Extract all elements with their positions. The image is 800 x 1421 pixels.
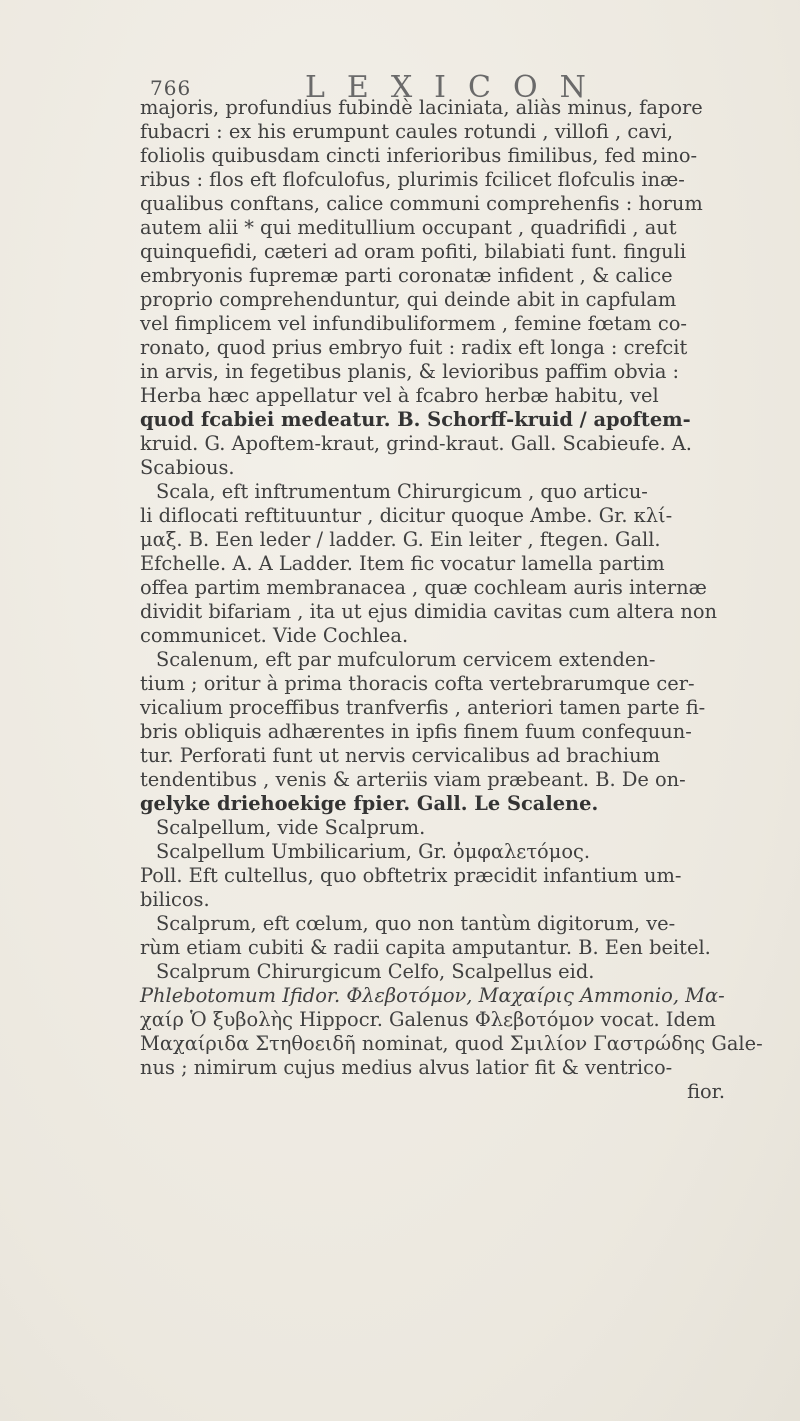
- text-line: quod fcabiei medeatur. B. Schorff-kruid / apoftem-: [140, 408, 691, 431]
- text-line: quinquefidi, cæteri ad oram pofiti, bilabiati funt. finguli: [140, 240, 687, 263]
- text-line: majoris, profundius fubindè laciniata, aliàs minus, fapore: [140, 96, 703, 119]
- text-line: μαξ. B. Een leder / ladder. G. Ein leiter , ftegen. Gall.: [140, 528, 661, 551]
- text-line: qualibus conftans, calice communi comprehenfis : horum: [140, 192, 703, 215]
- body-text: [140, 96, 763, 1104]
- text-line: Efchelle. A. A Ladder. Item fic vocatur lamella partim: [140, 552, 665, 575]
- text-line: bris obliquis adhærentes in ipfis finem fuum confequun-: [140, 720, 692, 743]
- text-line: kruid. G. Apoftem-kraut, grind-kraut. Gall. Scabieufe. A.: [140, 432, 692, 455]
- text-line: bilicos.: [140, 888, 210, 911]
- text-line: fior.: [687, 1080, 725, 1103]
- text-line: Poll. Eft cultellus, quo obftetrix præcidit infantium um-: [140, 864, 682, 887]
- text-line: vicalium proceffibus tranfverfis , anteriori tamen parte fi-: [140, 696, 706, 719]
- text-line: embryonis fupremæ parti coronatæ infident , & calice: [140, 264, 673, 287]
- entry-scalpellum-umbilicarium: Scalpellum Umbilicarium, Gr. ὀμφαλετόμος.: [156, 840, 591, 863]
- text-line: vel fimplicem vel infundibuliformem , femine fœtam co-: [140, 312, 687, 335]
- page-number: 766: [150, 76, 192, 100]
- text-line: tium ; oritur à prima thoracis cofta vertebrarumque cer-: [140, 672, 695, 695]
- entry-scalenum: Scalenum, eft par mufculorum cervicem extenden-: [156, 648, 656, 671]
- entry-scalpellum: Scalpellum, vide Scalprum.: [156, 816, 426, 839]
- text-line: fubacri : ex his erumpunt caules rotundi , villofi , cavi,: [140, 120, 674, 143]
- text-line: Scabious.: [140, 456, 235, 479]
- text-line: rùm etiam cubiti & radii capita amputantur. B. Een beitel.: [140, 936, 711, 959]
- text-line: proprio comprehenduntur, qui deinde abit in capfulam: [140, 288, 677, 311]
- text-line: nus ; nimirum cujus medius alvus latior fit & ventrico-: [140, 1056, 673, 1079]
- text-line: communicet. Vide Cochlea.: [140, 624, 409, 647]
- text-line: offea partim membranacea , quæ cochleam auris internæ: [140, 576, 707, 599]
- text-line: dividit bifariam , ita ut ejus dimidia cavitas cum altera non: [140, 600, 718, 623]
- text-line: gelyke driehoekige fpier. Gall. Le Scalene.: [140, 792, 599, 815]
- text-line: tur. Perforati funt ut nervis cervicalibus ad brachium: [140, 744, 660, 767]
- entry-scalprum: Scalprum, eft cœlum, quo non tantùm digitorum, ve-: [156, 912, 676, 935]
- entry-scalprum-chirurgicum: Scalprum Chirurgicum Celfo, Scalpellus eid.: [156, 960, 595, 983]
- text-line: χαίρ Ὁ ξυβολὴς Hippocr. Galenus Φλεβοτόμον vocat. Idem: [140, 1008, 716, 1031]
- entry-scala: Scala, eft inftrumentum Chirurgicum , quo articu-: [156, 480, 648, 503]
- text-line: Μαχαίριδα Στηθοειδῆ nominat, quod Σμιλίον Γαστρώδης Gale-: [140, 1032, 763, 1055]
- text-line: foliolis quibusdam cincti inferioribus fimilibus, fed mino-: [140, 144, 698, 167]
- text-line: tendentibus , venis & arteriis viam præbeant. B. De on-: [140, 768, 686, 791]
- text-line: autem alii * qui meditullium occupant , quadrifidi , aut: [140, 216, 677, 239]
- text-line: in arvis, in fegetibus planis, & levioribus paffim obvia :: [140, 360, 680, 383]
- text-line: ribus : flos eft flofculofus, plurimis fcilicet flofculis inæ-: [140, 168, 685, 191]
- text-line: Herba hæc appellatur vel à fcabro herbæ habitu, vel: [140, 384, 659, 407]
- text-line: ronato, quod prius embryo fuit : radix eft longa : crefcit: [140, 336, 688, 359]
- text-line: Phlebotomum Ifidor. Φλεβοτόμον, Μαχαίρις Ammonio, Μα-: [140, 984, 725, 1007]
- text-line: li diflocati reftituuntur , dicitur quoque Ambe. Gr. κλί-: [140, 504, 673, 527]
- running-head: LEXICON: [305, 70, 608, 105]
